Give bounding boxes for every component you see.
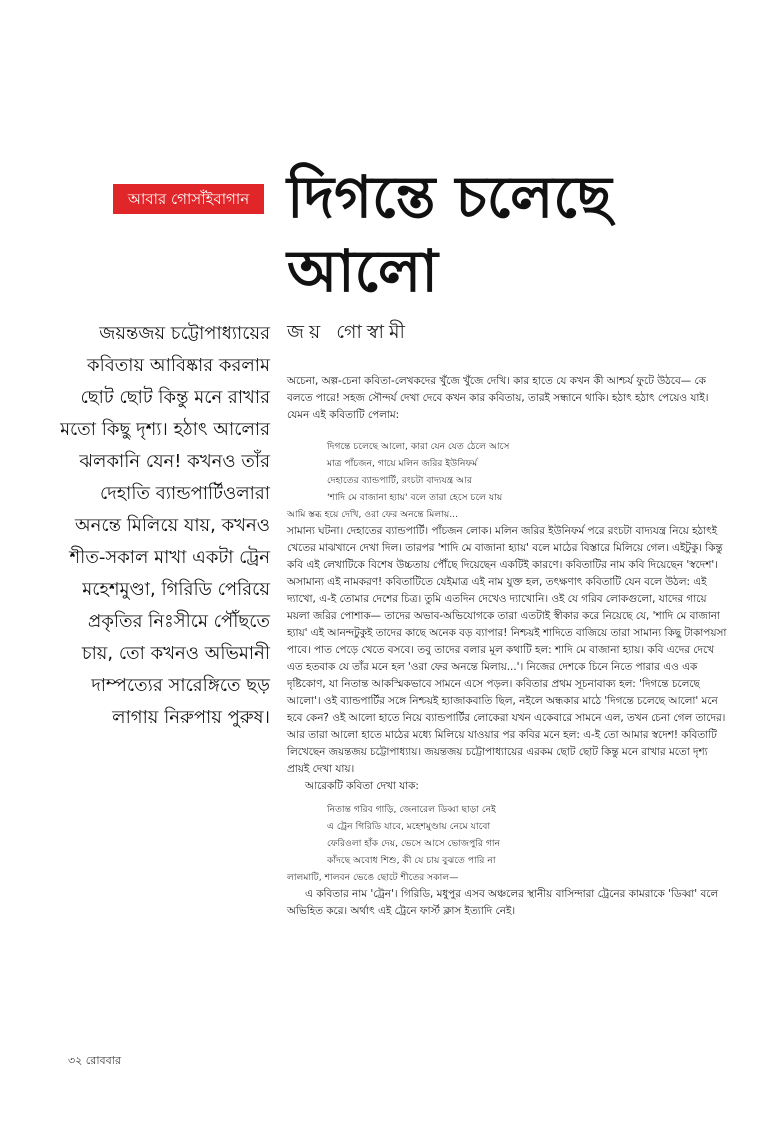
poem-line: ফেরিওলা হাঁক দেয়, ভেসে আসে ভোজপুরি গান [327, 838, 501, 849]
headline-line-2: আলো [287, 237, 438, 305]
poem-line: এ ট্রেন গিরিডি যাবে, মহেশমুণ্ডায় নেমে যাবো [327, 821, 491, 832]
body-paragraph-3: আরেকটি কবিতা দেখা যাক: [305, 780, 419, 792]
headline-line-1: দিগন্তে চলেছে [287, 163, 612, 231]
poem-line: 'শাদি মে বাজানা হ্যায়' বলে তারা হেসে চলে যায় [327, 492, 503, 503]
body-paragraph-2: সামান্য ঘটনা। দেহাতের ব্যান্ডপার্টি। পাঁচজন লোক। মলিন জরির ইউনিফর্ম পরে রংচটা বাদ্যযন্ত্র নিয়ে হঠাৎই খেতের মাঝখানে দেখা দিল। তারপর 'শাদি মে বাজানা হ্যায়' বলে মাঠের বিস্তারে মিলিয়ে গেল। এইটুকু। কিন্তু কবি এই লেখাটিকে বিশেষ উচ্চতায় পৌঁছে দিয়েছেন একটিই কারণে। কবিতাটির নাম কবি দিয়েছেন 'স্বদেশ'। অসামান্য এই নামকরণ! কবিতাটিতে যেইমাত্র এই নাম যুক্ত হল, তৎক্ষণাৎ কবিতাটি যেন বলে উঠল: এই দ্যাখো, এ-ই তোমার দেশের চিত্র। তুমি এতদিন দেখেও দ্যাখোনি। ওই যে গরিব লোকগুলো, যাদের গায়ে ময়লা জরির পোশাক— তাদের অভাব-অভিযোগকে তারা এতটাই স্বীকার করে নিয়েছে যে, 'শাদি মে বাজানা হ্যায়' এই আনন্দটুকুই তাদের কাছে অনেক বড় ব্যাপার! নিশ্চয়ই শাদিতে বাজিয়ে তারা সামান্য কিছু টাকাপয়সা পাবে। পাত পেড়ে খেতে বসবে। তবু তাদের বলার মূল কথাটি হল: শাদি মে বাজানা হ্যায়। কবি এদের দেখে এত হতবাক যে তাঁর মনে হল 'ওরা ফের অনন্তে মিলায়...'। নিজের দেশকে চিনে নিতে পারার এও এক দৃষ্টিকোণ, যা নিতান্ত আকস্মিকভাবে সামনে এসে পড়ল। কবিতার প্রথম সূচনাবাক্য হল: 'দিগন্তে চলেছে আলো'। ওই ব্যান্ডপার্টির সঙ্গে নিশ্চয়ই হ্যাজাকবাতি ছিল, নইলে অন্ধকার মাঠে 'দিগন্তে চলেছে আলো' মনে হবে কেন? ওই আলো হাতে নিয়ে ব্যান্ডপার্টির লোকেরা যখন একেবারে সামনে এল, তখন চেনা গেল তাদের। আর তারা আলো হাতে মাঠের মধ্যে মিলিয়ে যাওয়ার পর কবির মনে হল: এ-ই তো আমার স্বদেশ! কবিতাটি লিখেছেন জয়ন্তজয় চট্টোপাধ্যায়। জয়ন্তজয় চট্টোপাধ্যায়ের এরকম ছোট ছোট কিন্তু মনে রাখার মতো দৃশ্য প্রায়ই দেখা যায়। [287, 525, 727, 775]
poem-line: মাত্র পাঁচজন, গায়ে মলিন জরির ইউনিফর্ম [327, 458, 478, 469]
article-body [287, 373, 727, 920]
poem-2 [327, 801, 727, 869]
poem-line: দিগন্তে চলেছে আলো, কারা যেন যেত ঠেলে আসে [327, 441, 510, 452]
poem-2-closing-line: লালমাটি, শালবন ভেঙে ছোটে শীতের সকাল— [287, 872, 459, 883]
poem-1-closing-line: আমি স্তব্ধ হয়ে দেখি, ওরা ফের অনন্তে মিলায়... [287, 509, 459, 520]
body-paragraph-4: এ কবিতার নাম 'ট্রেন'। গিরিডি, মধুপুর এসব অঞ্চলের স্থানীয় বাসিন্দারা ট্রেনের কামরাকে 'ডিব্বা' বলে অভিহিত করে। অর্থাৎ এই ট্রেনে ফার্স্ট ক্লাস ইত্যাদি নেই। [287, 888, 719, 917]
section-tag: আবার গোসাঁইবাগান [113, 184, 264, 214]
poem-line: কাঁদছে অবোধ শিশু, কী যে চায় বুঝতে পারি না [327, 855, 496, 866]
poem-line: নিতান্ত গরিব গাড়ি, জেনারেল ডিব্বা ছাড়া নেই [327, 804, 496, 815]
pull-quote: জয়ন্তজয় চট্টোপাধ্যায়ের কবিতায় আবিষ্কার করলাম ছোট ছোট কিন্তু মনে রাখার মতো কিছু দৃশ্য। হঠাৎ আলোর ঝলকানি যেন! কখনও তাঁর দেহাতি ব্যান্ডপার্টিওলারা অনন্তে মিলিয়ে যায়, কখনও শীত-সকাল মাখা একটা ট্রেন মহেশমুণ্ডা, গিরিডি পেরিয়ে প্রকৃতির নিঃসীমে পৌঁছতে চায়, তো কখনও অভিমানী দাম্পত্যের সারেঙ্গিতে ছড় লাগায় নিরুপায় পুরুষ। [60, 323, 270, 728]
byline: জয় গোস্বামী [287, 321, 410, 343]
poem-1 [327, 438, 727, 506]
poem-line: দেহাতের ব্যান্ডপার্টি, রংচটা বাদ্যযন্ত্র আর [327, 475, 472, 486]
page-number: ৩২ রোববার [68, 1054, 121, 1067]
headline [287, 160, 727, 308]
body-paragraph-1: অচেনা, অল্প-চেনা কবিতা-লেখকদের খুঁজে খুঁজে দেখি। কার হাতে যে কখন কী আশ্চর্য ফুটে উঠবে— কে বলতে পারে! সহজ সৌন্দর্য দেখা দেবে কখন কার কবিতায়, তারই সন্ধানে থাকি। হঠাৎ হঠাৎ পেয়েও যাই। যেমন এই কবিতাটি পেলাম: [287, 375, 709, 421]
